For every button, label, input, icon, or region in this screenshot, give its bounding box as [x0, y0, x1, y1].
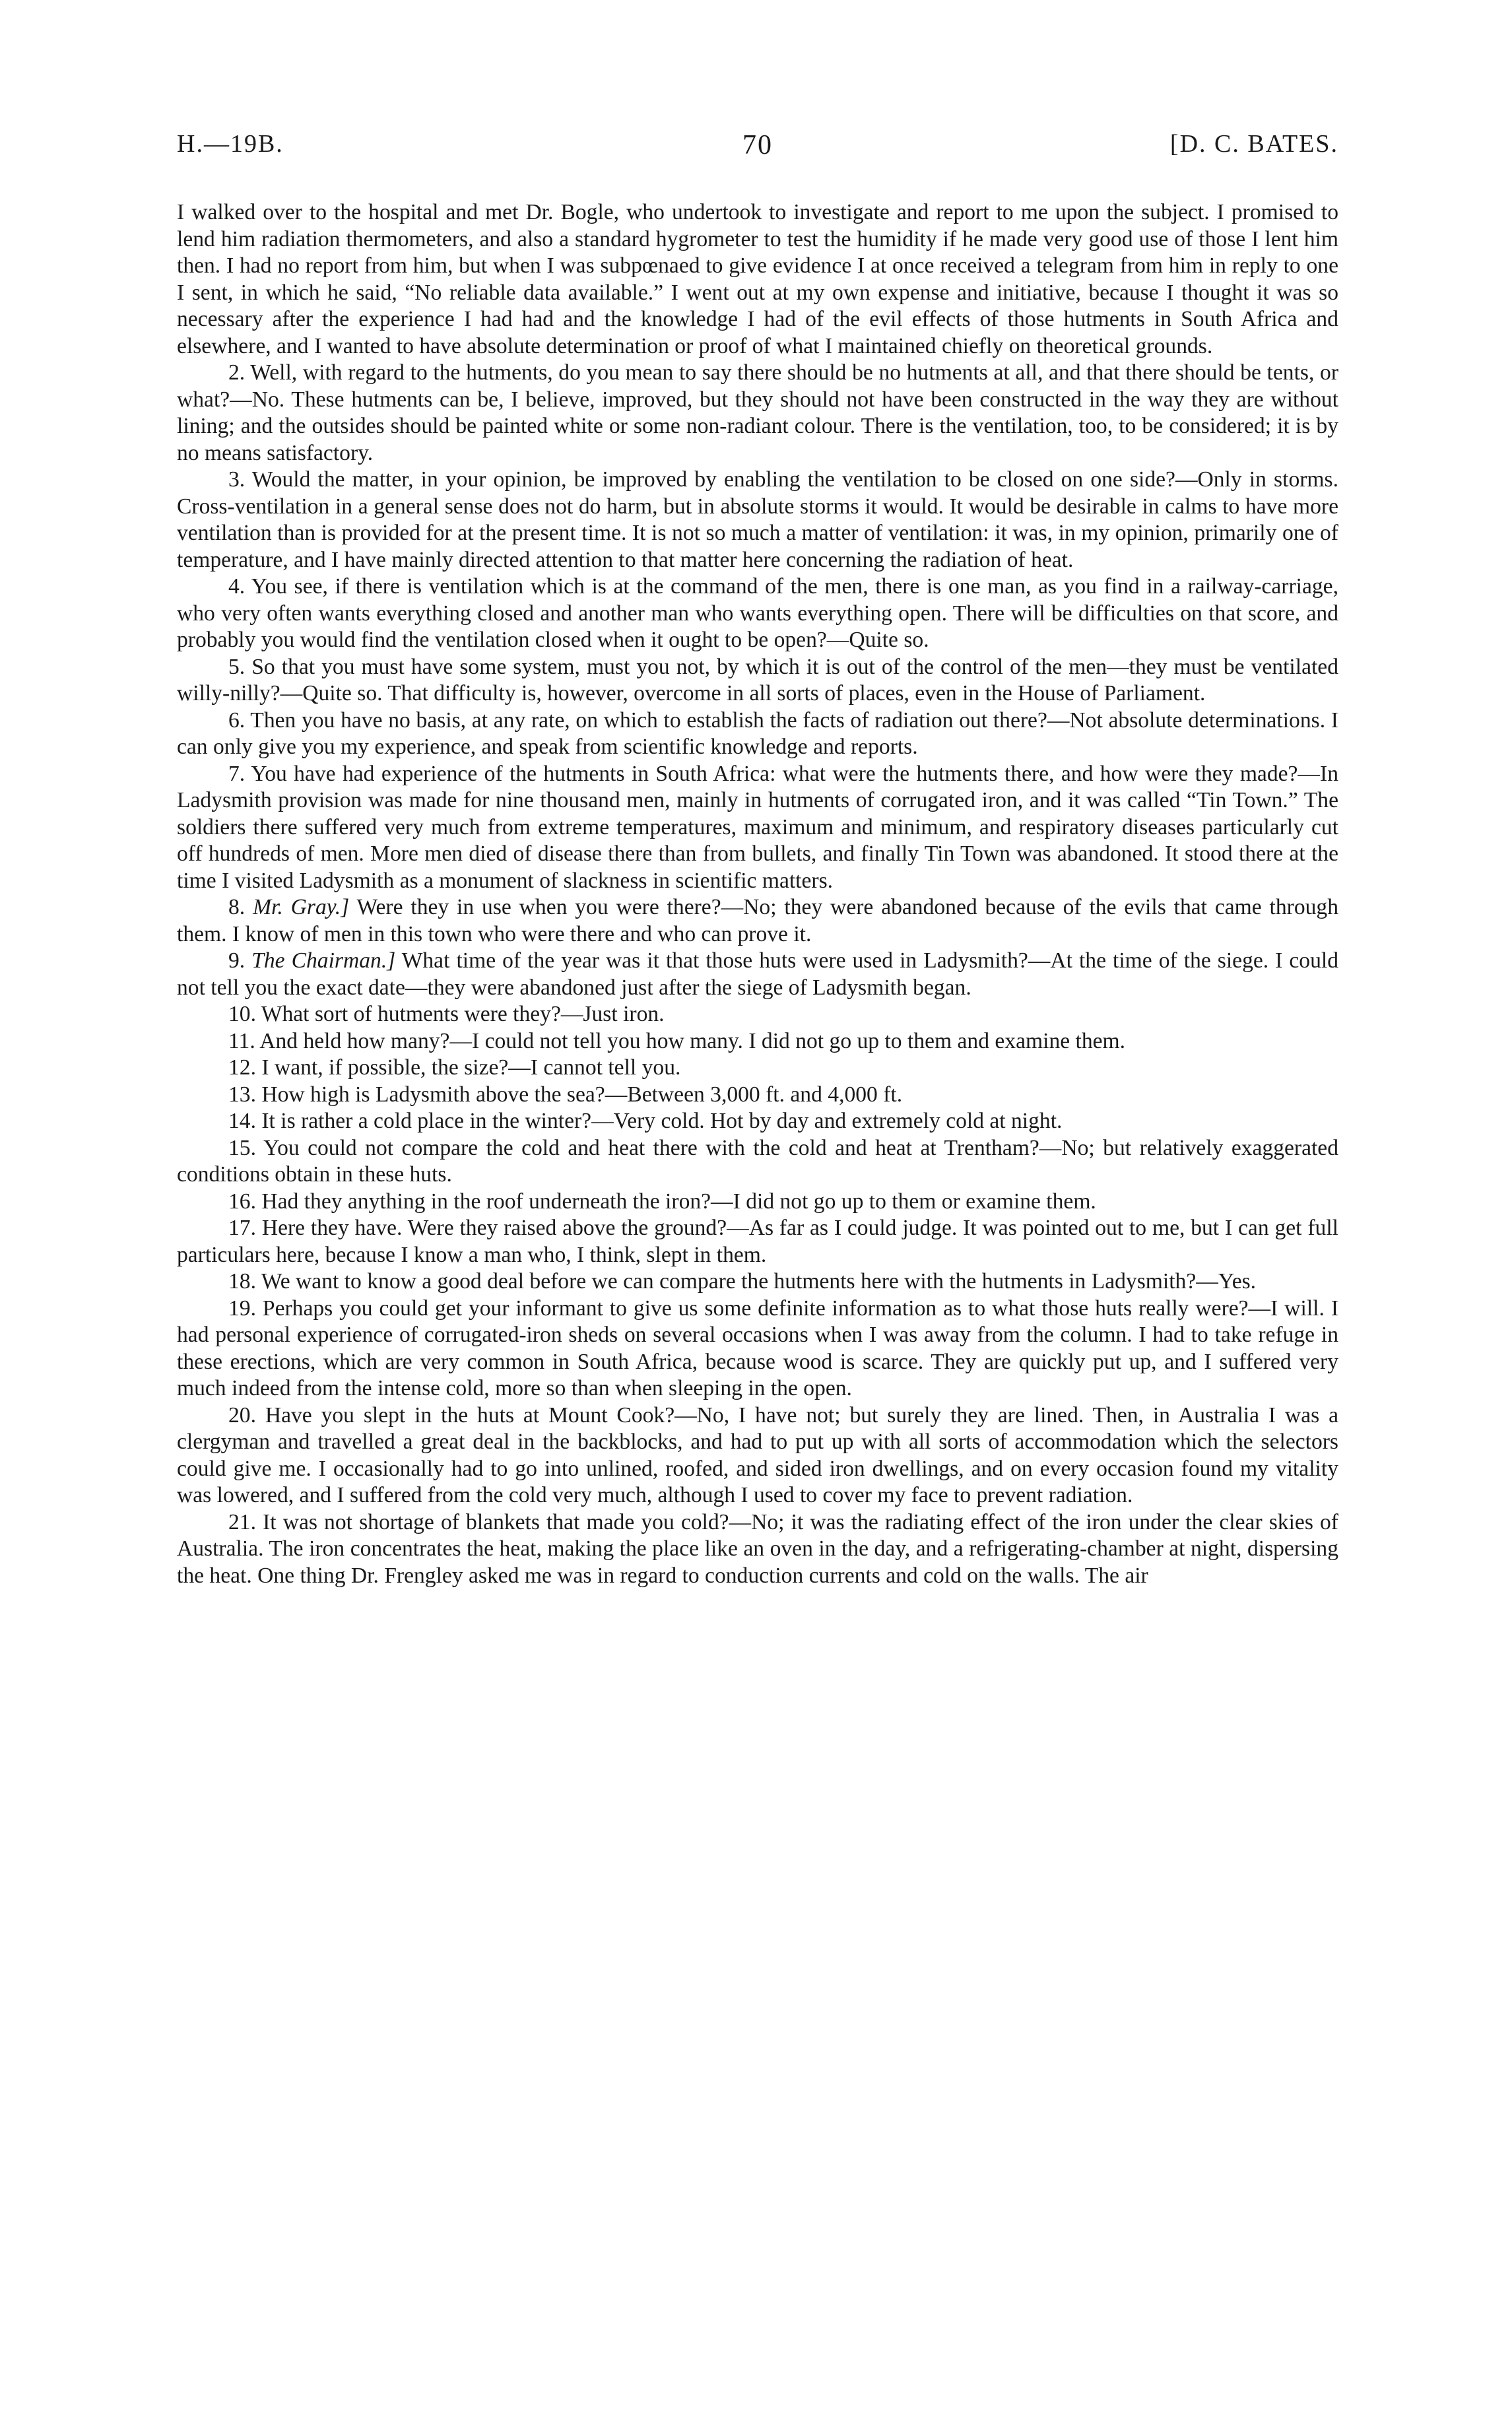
witness-name: [D. C. BATES. — [1169, 130, 1338, 158]
question-11: 11. And held how many?—I could not tell you how many. I did not go up to them and examine them. — [228, 1028, 1126, 1053]
testimony-body — [177, 199, 1338, 1589]
question-number: 9. — [228, 948, 252, 973]
document-reference: H.—19B. — [177, 130, 284, 158]
question-text: Were they in use when you were there?—No; they were abandoned because of the evils that came through them. I know of men in this town who were there and who can prove it. — [177, 895, 1338, 946]
question-13: 13. How high is Ladysmith above the sea?—Between 3,000 ft. and 4,000 ft. — [228, 1082, 903, 1107]
question-6: 6. Then you have no basis, at any rate, on which to establish the facts of radiation out there?—Not absolute determinations. I can only give you my experience, and speak from scientific knowledge and reports. — [177, 707, 1338, 759]
question-text: What time of the year was it that those huts were used in Ladysmith?—At the time of the siege. I could not tell you the exact date—they were abandoned just after the siege of Ladysmith began. — [177, 948, 1338, 1000]
question-5: 5. So that you must have some system, must you not, by which it is out of the control of the men—they must be ventilated willy-nilly?—Quite so. That difficulty is, however, overcome in all sorts of places, even in the House of Parliament. — [177, 654, 1338, 706]
question-10: 10. What sort of hutments were they?—Just iron. — [228, 1002, 665, 1026]
question-2: 2. Well, with regard to the hutments, do you mean to say there should be no hutments at all, and that there should be tents, or what?—No. These hutments can be, I believe, improved, but they should not have been constructed in the way they are without lining; and the outsides should be painted white or some non-radiant colour. There is the ventilation, too, to be considered; it is by no means satisfactory. — [177, 360, 1338, 465]
speaker-label: The Chairman.] — [251, 948, 396, 973]
question-12: 12. I want, if possible, the size?—I cannot tell you. — [228, 1055, 681, 1080]
question-17: 17. Here they have. Were they raised above the ground?—As far as I could judge. It was pointed out to me, but I can get full particulars here, because I know a man who, I think, slept in them. — [177, 1216, 1338, 1267]
paragraph-continuation: I walked over to the hospital and met Dr. Bogle, who undertook to investigate and report to me upon the subject. I promised to lend him radiation thermometers, and also a standard hygrometer to test the humidity if he made very good use of those I lent him then. I had no report from him, but when I was subpœnaed to give evidence I at once received a telegram from him in reply to one I sent, in which he said, “No reliable data available.” I went out at my own expense and initiative, because I thought it was so necessary after the experience I had had and the knowledge I had of the evil effects of those hutments in South Africa and elsewhere, and I wanted to have absolute determination or proof of what I maintained chiefly on theoretical grounds. — [177, 200, 1338, 358]
question-19: 19. Perhaps you could get your informant to give us some definite information as to what those huts really were?—I will. I had personal experience of corrugated-iron sheds on several occasions when I was away from the column. I had to take refuge in these erections, which are very common in South Africa, because wood is scarce. They are quickly put up, and I suffered very much indeed from the intense cold, more so than when sleeping in the open. — [177, 1296, 1338, 1400]
speaker-label: Mr. Gray.] — [253, 895, 350, 919]
question-9 — [177, 948, 1338, 1001]
question-7: 7. You have had experience of the hutments in South Africa: what were the hutments there, and how were they made?—In Ladysmith provision was made for nine thousand men, mainly in hutments of corrugated iron, and it was called “Tin Town.” The soldiers there suffered very much from extreme temperatures, maximum and minimum, and respiratory diseases particularly cut off hundreds of men. More men died of disease there than from bullets, and finally Tin Town was abandoned. It stood there at the time I visited Ladysmith as a monument of slackness in scientific matters. — [177, 761, 1338, 893]
question-20: 20. Have you slept in the huts at Mount Cook?—No, I have not; but surely they are lined. Then, in Australia I was a clergyman and travelled a great deal in the backblocks, and had to put up with all sorts of accommodation which the selectors could give me. I occasionally had to go into unlined, roofed, and sided iron dwellings, and on every occasion found my vitality was lowered, and I suffered from the cold very much, although I used to cover my face to prevent radiation. — [177, 1402, 1338, 1507]
question-15: 15. You could not compare the cold and heat there with the cold and heat at Trentham?—No; but relatively exaggerated conditions obtain in these huts. — [177, 1135, 1338, 1187]
question-14: 14. It is rather a cold place in the winter?—Very cold. Hot by day and extremely cold at night. — [228, 1109, 1063, 1133]
question-21: 21. It was not shortage of blankets that made you cold?—No; it was the radiating effect of the iron under the clear skies of Australia. The iron concentrates the heat, making the place like an oven in the day, and a refrigerating-chamber at night, dispersing the heat. One thing Dr. Frengley asked me was in regard to conduction currents and cold on the walls. The air — [177, 1509, 1338, 1588]
page-number: 70 — [742, 130, 773, 160]
question-16: 16. Had they anything in the roof underneath the iron?—I did not go up to them or examine them. — [228, 1189, 1096, 1214]
question-18: 18. We want to know a good deal before we can compare the hutments here with the hutments in Ladysmith?—Yes. — [228, 1269, 1257, 1294]
question-4: 4. You see, if there is ventilation which is at the command of the men, there is one man, as you find in a railway-carriage, who very often wants everything closed and another man who wants everything open. There will be difficulties on that score, and probably you would find the ventilation closed when it ought to be open?—Quite so. — [177, 574, 1338, 652]
question-8 — [177, 894, 1338, 948]
question-3: 3. Would the matter, in your opinion, be improved by enabling the ventilation to be closed on one side?—Only in storms. Cross-ventilation in a general sense does not do harm, but in absolute storms it would. It would be desirable in calms to have more ventilation than is provided for at the present time. It is not so much a matter of ventilation: it was, in my opinion, primarily one of temperature, and I have mainly directed attention to that matter here concerning the radiation of heat. — [177, 467, 1338, 572]
question-number: 8. — [228, 895, 253, 919]
page-header — [177, 129, 1338, 169]
